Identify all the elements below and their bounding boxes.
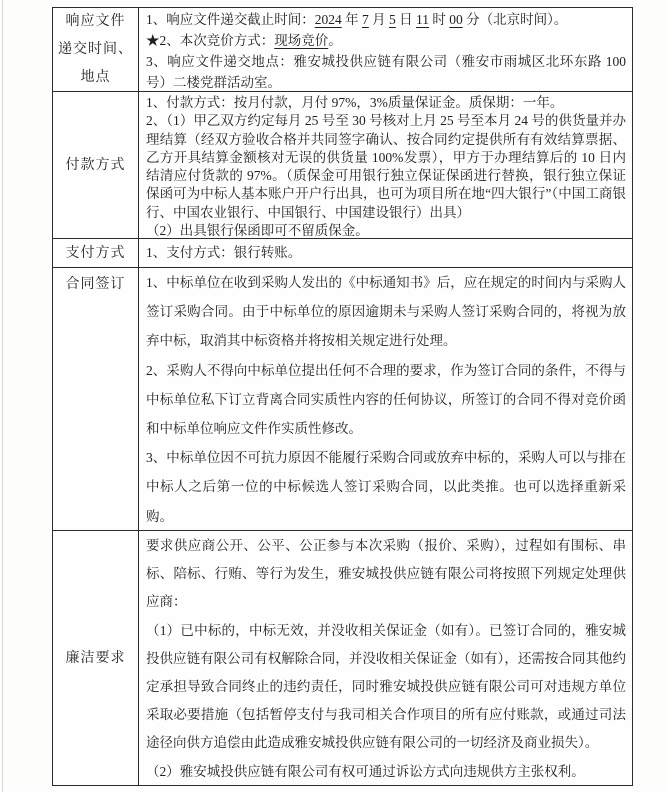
paragraph: [146, 356, 626, 444]
text-run: 1、响应文件递交截止时间：: [146, 12, 315, 27]
text-run: （2）雅安城投供应链有限公司有权可通过诉讼方式向违规供方主张权利。: [146, 763, 585, 779]
text-run: 2024: [314, 12, 342, 27]
scan-page-edge: [2, 0, 3, 792]
paragraph: [146, 532, 626, 617]
row-label-line: 响应文件: [65, 14, 126, 29]
paragraph: [146, 239, 626, 267]
text-run: （1）已中标的，中标无效，并没收相关保证金（如有）。已签订合同的，雅安城投供应链有限公司有权解除合同，并没收相关保证金（如有），还需按合同其他约定承担导致合同终止的违约责任，同时雅安城投供应链有限公司可对违规方单位采取必要措施（包括暂停支付与我司相关合作项目的所有应付账款，或通过司法途径向供方追偿由此造成雅安城投供应链有限公司的一切经济及商业损失）。: [146, 622, 626, 751]
row-label-line: 廉洁要求: [65, 650, 126, 666]
text-run: 现场竞价: [274, 33, 329, 48]
row-content-payment-method: [139, 239, 632, 267]
table-row-payment-method: [53, 239, 632, 268]
text-run: 。: [328, 33, 342, 48]
paragraph: [146, 30, 626, 51]
text-run: 分（北京时间）。: [462, 12, 568, 27]
text-run: 时: [429, 12, 450, 27]
text-run: 要求供应商公开、公平、公正参与本次采购（报价、采购），过程如有围标、串标、陪标、行贿、等行为发生，雅安城投供应链有限公司将按照下列规定处理供应商：: [146, 538, 626, 610]
table-row-integrity: [53, 531, 632, 785]
table-row-submission: [53, 8, 632, 92]
row-label-line: 付款方式: [65, 157, 126, 173]
paragraph: [146, 222, 626, 238]
paragraph: [146, 758, 626, 785]
row-content-payment-terms: [139, 92, 632, 238]
row-content-contract-signing: [139, 268, 632, 530]
paragraph: [146, 443, 626, 530]
text-run: 3、响应文件递交地点：雅安城投供应链有限公司（雅安市雨城区北环东路 100 号）二楼党群活动室。: [146, 54, 626, 90]
paragraph: [146, 112, 626, 222]
row-content-integrity: [139, 531, 632, 785]
text-run: 2、本次竞价方式：: [159, 33, 275, 48]
text-run: 1、支付方式：银行转账。: [146, 245, 302, 260]
procurement-conditions-table: [52, 7, 633, 786]
row-content-submission: [139, 8, 632, 91]
text-run: 5: [389, 12, 396, 27]
row-header-contract-signing: [53, 268, 139, 530]
text-run: 1、付款方式：按月付款，月付 97%，3%质量保证金。质保期：一年。: [146, 95, 564, 110]
text-run: 年: [341, 12, 362, 27]
star-icon: ★: [146, 33, 160, 48]
text-run: 2、（1）甲乙双方约定每月 25 号至 30 号核对上月 25 号至本月 24 号的供货量并办理结算（经双方验收合格并共同签字确认、按合同约定提供所有有效结算票据、乙方开具结算金额核对无误的供货量 100%发票），甲方于办理结算后的 10 日内结清应付货款的 97%。（质保金可用银行独立保证保函进行替换，银行独立保证保函可为中标人基本账户开户行出具，也可为项目所在地“四大银行”（中国工商银行、中国农业银行、中国银行、中国建设银行）出具）: [146, 113, 626, 220]
text-run: 7: [362, 12, 369, 27]
row-label-line: 递交时间、: [58, 42, 133, 57]
row-header-payment-terms: [53, 92, 139, 238]
paragraph: [146, 94, 626, 112]
row-header-submission: [53, 8, 139, 91]
row-header-integrity: [53, 531, 139, 785]
paragraph: [146, 617, 626, 758]
text-run: 1、中标单位在收到采购人发出的《中标通知书》后，应在规定的时间内与采购人签订采购合同。由于中标单位的原因逾期未与采购人签订采购合同的，将视为放弃中标，取消其中标资格并将按相关规定进行处理。: [146, 275, 626, 349]
text-run: 11: [416, 12, 429, 27]
row-label-line: 支付方式: [65, 245, 126, 261]
row-header-payment-method: [53, 239, 139, 267]
paragraph: [146, 268, 626, 356]
text-run: 3、中标单位因不可抗力原因不能履行采购合同或放弃中标的，采购人可以与排在中标人之后第一位的中标候选人签订采购合同，以此类推。也可以选择重新采购。: [146, 450, 626, 524]
row-label-line: 合同签订: [65, 277, 126, 292]
text-run: 日: [395, 12, 416, 27]
text-run: 2、采购人不得向中标单位提出任何不合理的要求，作为签订合同的条件，不得与中标单位私下订立背离合同实质性内容的任何协议，所签订的合同不得对竞价函和中标单位响应文件作实质性修改。: [146, 362, 626, 437]
table-row-payment-terms: [53, 92, 632, 239]
row-label-line: 地点: [80, 70, 111, 85]
text-run: 00: [449, 12, 463, 27]
text-run: （2）出具银行保函即可不留质保金。: [146, 223, 369, 238]
text-run: 月: [368, 12, 389, 27]
paragraph: [146, 51, 626, 91]
paragraph: [146, 9, 626, 30]
table-row-contract-signing: [53, 268, 632, 531]
